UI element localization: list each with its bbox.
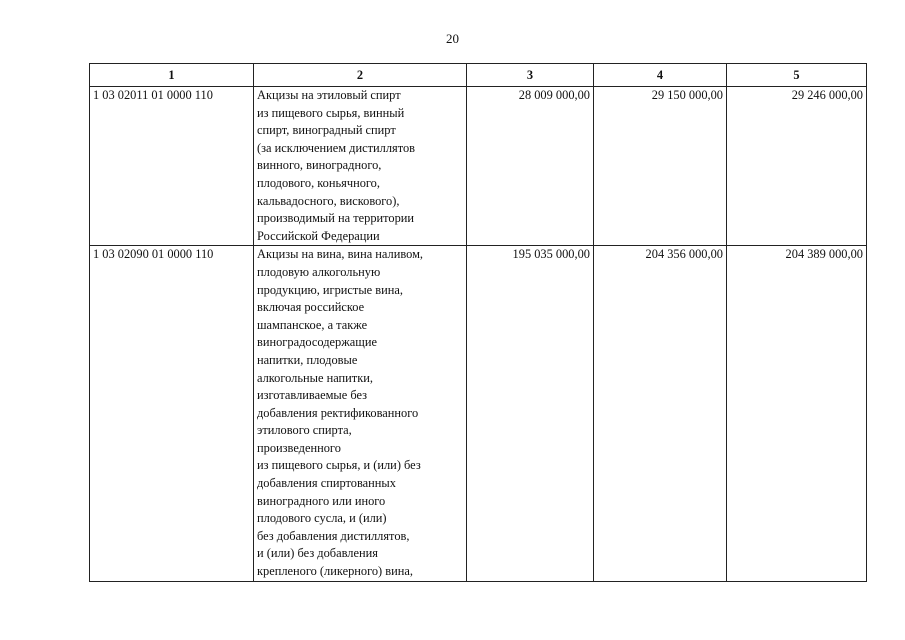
amount-cell-col5: 204 389 000,00 xyxy=(727,246,867,581)
column-header-4: 4 xyxy=(594,64,727,87)
description-cell: Акцизы на вина, вина наливом, плодовую алкогольную продукцию, игристые вина, включая российское шампанское, а также виноградосодержащие напитки, плодовые алкогольные напитки, изготавливаемые без добавления ректификованного этилового спирта, произведенного из пищевого сырья, и (или) без добавления спиртованных виноградного или иного плодового сусла, и (или) без добавления дистиллятов, и (или) без добавления крепленого (ликерного) вина, xyxy=(254,246,467,581)
column-header-2: 2 xyxy=(254,64,467,87)
amount-cell-col4: 29 150 000,00 xyxy=(594,87,727,246)
table-header-row xyxy=(90,64,867,87)
amount-cell-col3: 195 035 000,00 xyxy=(467,246,594,581)
budget-code-cell: 1 03 02011 01 0000 110 xyxy=(90,87,254,246)
table-row xyxy=(90,87,867,246)
budget-code-cell: 1 03 02090 01 0000 110 xyxy=(90,246,254,581)
amount-cell-col5: 29 246 000,00 xyxy=(727,87,867,246)
column-header-1: 1 xyxy=(90,64,254,87)
amount-cell-col4: 204 356 000,00 xyxy=(594,246,727,581)
revenue-table xyxy=(89,63,867,582)
column-header-5: 5 xyxy=(727,64,867,87)
amount-cell-col3: 28 009 000,00 xyxy=(467,87,594,246)
column-header-3: 3 xyxy=(467,64,594,87)
page-number: 20 xyxy=(446,31,459,46)
description-cell: Акцизы на этиловый спирт из пищевого сырья, винный спирт, виноградный спирт (за исключением дистиллятов винного, виноградного, плодового, коньячного, кальвадосного, вискового), производимый на территории Российской Федерации xyxy=(254,87,467,246)
table-row xyxy=(90,246,867,581)
